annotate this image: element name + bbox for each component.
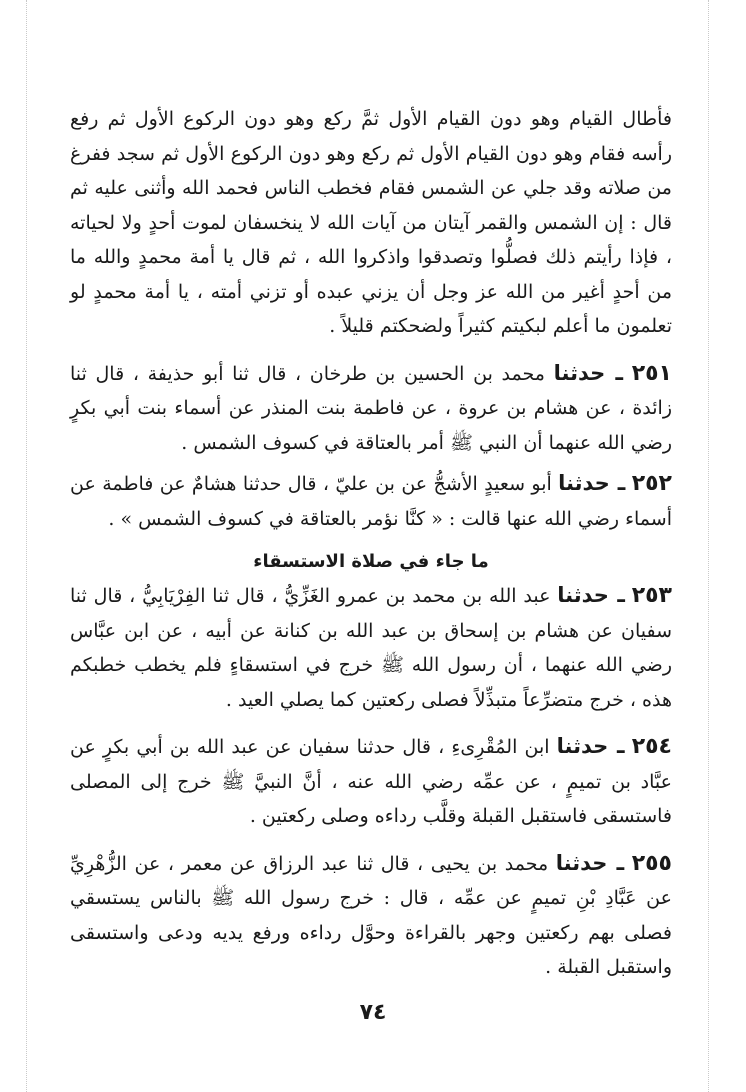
- hadith-number: ٢٥٢: [631, 471, 672, 496]
- hadith-text: ابن المُقْرِىءِ ، قال حدثنا سفيان عن عبد الله بن أبي بكرٍ عن عبَّاد بن تميمٍ ، عن عمِّه رضي الله عنه ، أنَّ النبيَّ ﷺ خرج إلى المصلى فاستسقى فاستقبل القبلة وقلَّب رداءه وصلى ركعتين .: [70, 736, 672, 827]
- scan-rule: [26, 0, 27, 1092]
- hadith-keyword: حدثنا: [556, 734, 609, 758]
- page-text: [70, 102, 672, 985]
- hadith-252: ٢٥٢ ـ حدثنا أبو سعيدٍ الأشجُّ عن بن عليّ ، قال حدثنا هشامٌ عن فاطمة عن أسماء رضي الله عنها قالت : « كنَّا نؤمر بالعتاقة في كسوف الشمس » .: [70, 471, 672, 530]
- hadith-253: ٢٥٣ ـ حدثنا عبد الله بن محمد بن عمرو الغَزِّيُّ ، قال ثنا الفِرْيَابِيُّ ، قال ثنا سفيان عن هشام بن إسحاق بن عبد الله بن كنانة عن أبيه ، عن ابن عبَّاس رضي الله عنهما ، أن رسول الله ﷺ خرج في استسقاءٍ فلم يخطب خطبكم هذه ، خرج متضرِّعاً متبذِّلاً فصلى ركعتين كما يصلي العيد .: [70, 583, 672, 711]
- hadith-number: ٢٥٤: [631, 734, 672, 759]
- hadith-keyword: حدثنا: [558, 471, 610, 495]
- hadith-keyword: حدثنا: [557, 583, 609, 607]
- hadith-text: محمد بن يحيى ، قال ثنا عبد الرزاق عن معمر ، عن الزُّهْرِيِّ عن عَبَّادِ بْنِ تميمٍ عن عمِّه ، قال : خرج رسول الله ﷺ بالناس يستسقي فصلى بهم ركعتين وجهر بالقراءة وحوَّل رداءه ورفع يديه ودعى واستسقى واستقبل القبلة .: [70, 852, 672, 978]
- hadith-keyword: حدثنا: [553, 360, 606, 385]
- page-number: ٧٤: [359, 1000, 387, 1025]
- hadith-text: عبد الله بن محمد بن عمرو الغَزِّيُّ ، قال ثنا الفِرْيَابِيُّ ، قال ثنا سفيان عن هشام بن إسحاق بن عبد الله بن كنانة عن أبيه ، عن ابن عبَّاس رضي الله عنهما ، أن رسول الله ﷺ خرج في استسقاءٍ فلم يخطب خطبكم هذه ، خرج متضرِّعاً متبذِّلاً فصلى ركعتين كما يصلي العيد .: [70, 585, 672, 711]
- hadith-keyword: حدثنا: [555, 850, 608, 875]
- hadith-number: ٢٥٥: [631, 850, 672, 876]
- scan-rule: [708, 0, 709, 1092]
- hadith-251: ٢٥١ ـ حدثنا محمد بن الحسين بن طرخان ، قال ثنا أبو حذيفة ، قال ثنا زائدة ، عن هشام بن عروة ، عن فاطمة بنت المنذر عن أسماء بنت أبي بكرٍ رضي الله عنهما أن النبي ﷺ أمر بالعتاقة في كسوف الشمس .: [70, 360, 672, 454]
- hadith-number: ٢٥١: [631, 360, 672, 386]
- hadith-255: ٢٥٥ ـ حدثنا محمد بن يحيى ، قال ثنا عبد الرزاق عن معمر ، عن الزُّهْرِيِّ عن عَبَّادِ بْنِ تميمٍ عن عمِّه ، قال : خرج رسول الله ﷺ بالناس يستسقي فصلى بهم ركعتين وجهر بالقراءة وحوَّل رداءه ورفع يديه ودعى واستسقى واستقبل القبلة .: [70, 850, 672, 978]
- hadith-text: محمد بن الحسين بن طرخان ، قال ثنا أبو حذيفة ، قال ثنا زائدة ، عن هشام بن عروة ، عن فاطمة بنت المنذر عن أسماء بنت أبي بكرٍ رضي الله عنهما أن النبي ﷺ أمر بالعتاقة في كسوف الشمس .: [70, 362, 672, 454]
- hadith-254: ٢٥٤ ـ حدثنا ابن المُقْرِىءِ ، قال حدثنا سفيان عن عبد الله بن أبي بكرٍ عن عبَّاد بن تميمٍ ، عن عمِّه رضي الله عنه ، أنَّ النبيَّ ﷺ خرج إلى المصلى فاستسقى فاستقبل القبلة وقلَّب رداءه وصلى ركعتين .: [70, 734, 672, 827]
- hadith-number: ٢٥٣: [631, 583, 672, 608]
- intro-paragraph: فأطال القيام وهو دون القيام الأول ثمَّ ركع وهو دون الركوع الأول ثم رفع رأسه فقام وهو دون القيام الأول ثم ركع وهو دون الركوع الأول ثم سجد ففرغ من صلاته وقد جلي عن الشمس فقام فخطب الناس فحمد الله وأثنى عليه ثم قال : إن الشمس والقمر آيتان من آيات الله لا ينخسفان لموت أحدٍ ولا لحياته ، فإذا رأيتم ذلك فصلُّوا وتصدقوا واذكروا الله ، ثم قال يا أمة محمدٍ والله ما من أحدٍ أغير من الله عز وجل أن يزني عبده أو تزني أمته ، يا أمة محمدٍ لو تعلمون ما أعلم لبكيتم كثيراً ولضحكتم قليلاً .: [70, 108, 672, 337]
- hadith-text: أبو سعيدٍ الأشجُّ عن بن عليّ ، قال حدثنا هشامٌ عن فاطمة عن أسماء رضي الله عنها قالت : « كنَّا نؤمر بالعتاقة في كسوف الشمس » .: [70, 473, 672, 530]
- chapter-title: ما جاء في صلاة الاستسقاء: [253, 551, 489, 572]
